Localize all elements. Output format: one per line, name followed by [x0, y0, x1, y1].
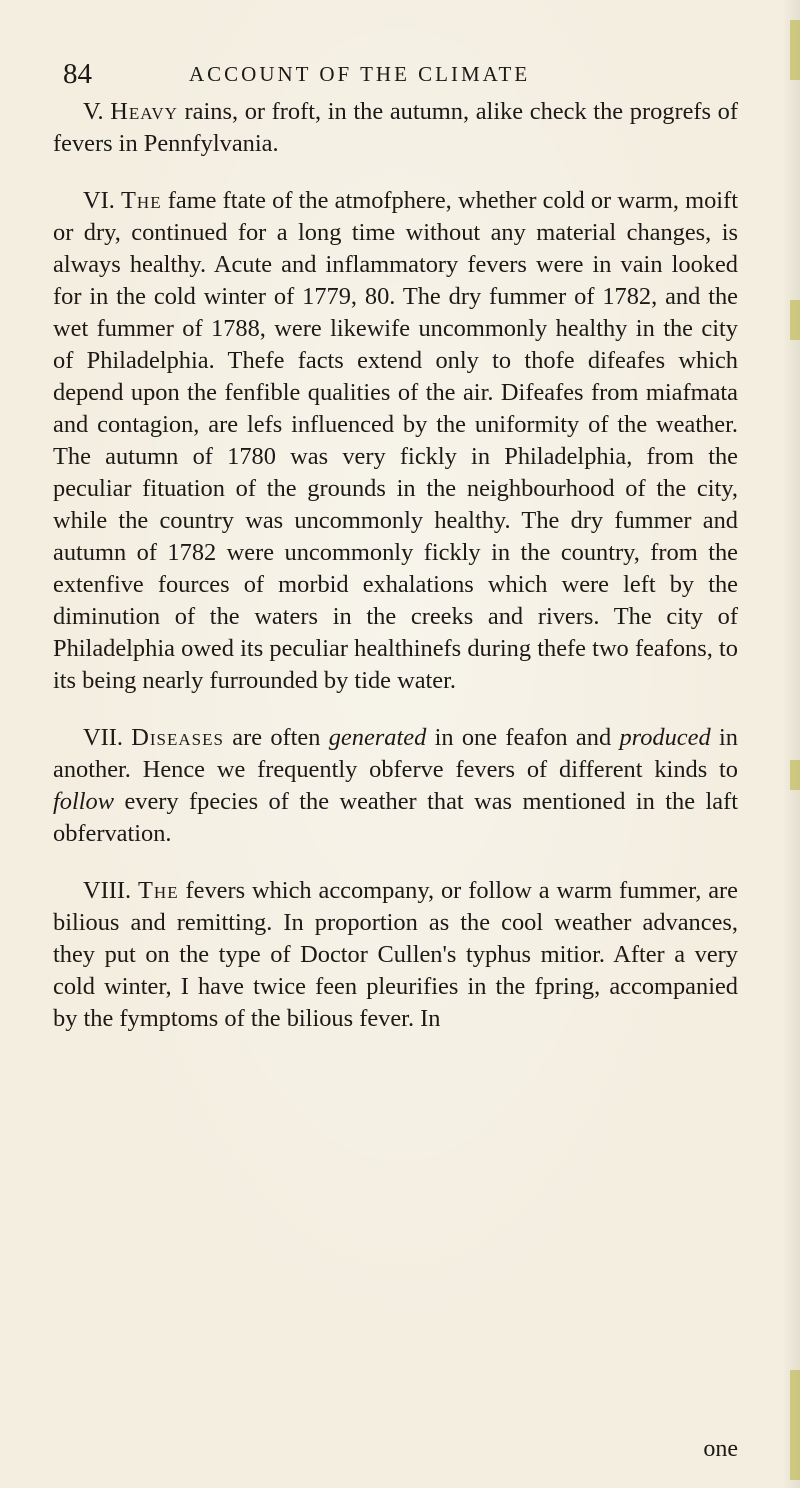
paragraph-lead-word: The	[138, 877, 179, 904]
italic-word: generated	[328, 724, 427, 751]
paragraph-viii	[53, 875, 738, 1035]
paragraph-text: every fpecies of the weather that was mentioned in the laft obfervation.	[53, 788, 738, 847]
page-edge-stain	[790, 1370, 800, 1480]
paragraph-vi	[53, 185, 738, 697]
paragraph-text: in another. Hence we frequently obferve fevers of different kinds to	[53, 724, 738, 783]
paragraph-numeral: VIII.	[83, 877, 132, 904]
page-edge-stain	[790, 760, 800, 790]
italic-word: produced	[619, 724, 711, 751]
page-edge-shadow	[782, 0, 800, 1488]
paragraph-vii	[53, 722, 738, 850]
page-number: 84	[63, 58, 92, 90]
italic-word: follow	[53, 788, 114, 815]
paragraph-lead-word: The	[121, 187, 162, 214]
paragraph-text: are often	[232, 724, 321, 751]
paragraph-v	[53, 96, 738, 160]
paragraph-numeral: VII.	[83, 724, 123, 751]
paragraph-text: fame ftate of the atmofphere, whether cold or warm, moift or dry, continued for a long time without any material changes, is always healthy. Acute and inflammatory fevers were in vain looked for in the cold winter of 1779, 80. The dry fummer of 1782, and the wet fummer of 1788, were likewife uncommonly healthy in the city of Philadelphia. Thefe facts extend only to thofe difeafes which depend upon the fenfible qualities of the air. Difeafes from miafmata and contagion, are lefs influenced by the uniformity of the weather. The autumn of 1780 was very fickly in Philadelphia, from the peculiar fituation of the grounds in the neighbourhood of the city, while the country was uncommonly healthy. The dry fummer and autumn of 1782 were uncommonly fickly in the country, from the extenfive fources of morbid exhalations which were left by the diminution of the waters in the creeks and rivers. The city of Philadelphia owed its peculiar healthinefs during thefe two feafons, to its being nearly furrounded by tide water.	[53, 187, 738, 694]
paragraph-lead-word: Diseases	[131, 724, 224, 751]
page-header	[60, 58, 740, 92]
body-text	[53, 96, 738, 1035]
catchword: one	[703, 1436, 738, 1462]
running-head: ACCOUNT OF THE CLIMATE	[189, 62, 531, 86]
paragraph-lead-word: Heavy	[110, 98, 178, 125]
paragraph-text: in one feafon and	[434, 724, 612, 751]
page-edge-stain	[790, 20, 800, 80]
paragraph-numeral: V.	[83, 98, 104, 125]
page-edge-stain	[790, 300, 800, 340]
paragraph-numeral: VI.	[83, 187, 115, 214]
paragraph-text: fevers which accompany, or follow a warm fummer, are bilious and remitting. In proportion as the cool weather advances, they put on the type of Doctor Cullen's typhus mitior. After a very cold winter, I have twice feen pleurifies in the fpring, accompanied by the fymptoms of the bilious fever. In	[53, 877, 738, 1032]
paragraph-text: rains, or froft, in the autumn, alike check the progrefs of fevers in Pennfylvania.	[53, 98, 738, 157]
